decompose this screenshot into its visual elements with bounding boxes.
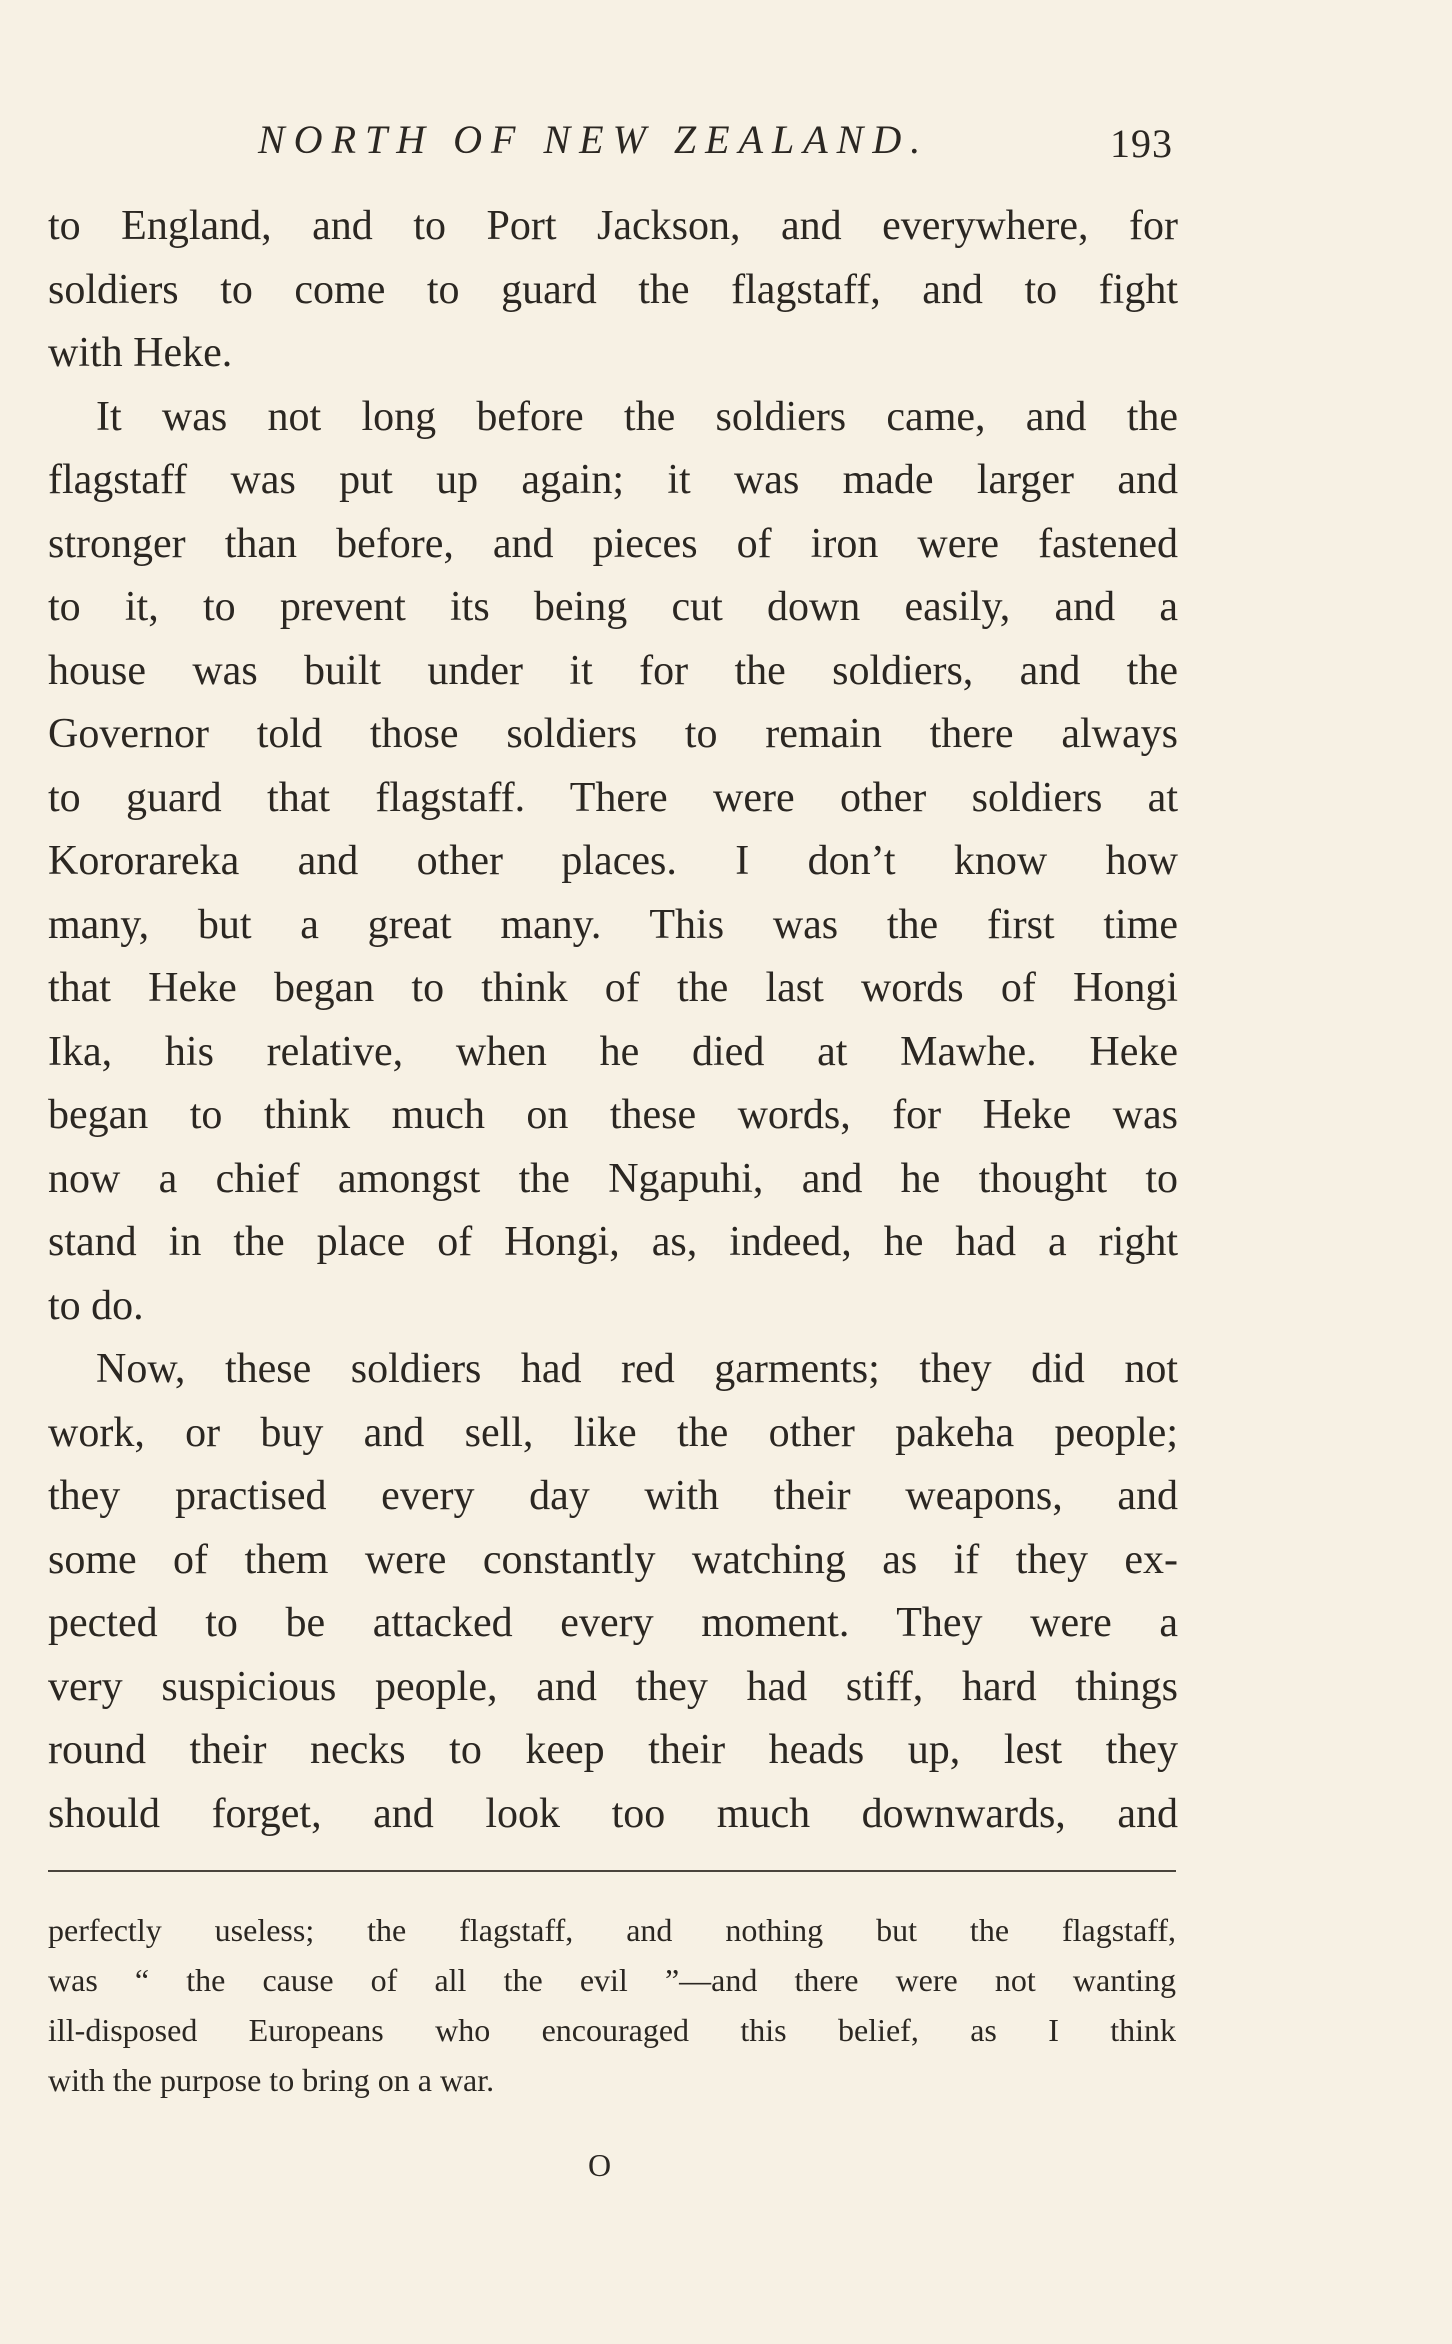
footnote [48, 1905, 1176, 2105]
footnote-line: was “ the cause of all the evil ”—and there were not wanting [48, 1962, 1176, 1998]
text-line: house was built under it for the soldiers, and the [48, 647, 1178, 694]
text-line: Ika, his relative, when he died at Mawhe. Heke [48, 1028, 1178, 1075]
text-line: very suspicious people, and they had stiff, hard things [48, 1663, 1178, 1710]
text-line: to do. [48, 1282, 144, 1329]
text-line: they practised every day with their weapons, and [48, 1473, 1178, 1519]
running-head [48, 110, 1178, 170]
text-line: some of them were constantly watching as if they ex- [48, 1536, 1178, 1583]
text-line: stronger than before, and pieces of iron were fastened [48, 520, 1178, 567]
footnote-rule [48, 1870, 1176, 1872]
signature-mark: O [588, 2147, 612, 2183]
text-line: round their necks to keep their heads up, lest they [48, 1727, 1178, 1773]
text-line: stand in the place of Hongi, as, indeed, he had a right [48, 1219, 1178, 1265]
text-line: to it, to prevent its being cut down easily, and a [48, 584, 1178, 630]
text-line: soldiers to come to guard the flagstaff, and to fight [48, 266, 1178, 313]
text-line: should forget, and look too much downwards, and [48, 1790, 1178, 1837]
text-line: that Heke began to think of the last words of Hongi [48, 965, 1178, 1011]
text-line: Governor told those soldiers to remain there always [48, 711, 1178, 757]
text-line: many, but a great many. This was the first time [48, 901, 1178, 948]
text-line: Kororareka and other places. I don’t know how [48, 838, 1178, 884]
text-line: pected to be attacked every moment. They were a [48, 1600, 1178, 1646]
footnote-line: ill-disposed Europeans who encouraged this belief, as I think [48, 2012, 1176, 2048]
text-line: to guard that flagstaff. There were other soldiers at [48, 774, 1178, 821]
text-line: with Heke. [48, 330, 233, 376]
text-line: to England, and to Port Jackson, and everywhere, for [48, 203, 1178, 249]
text-line: flagstaff was put up again; it was made larger and [48, 457, 1178, 503]
footnote-line: with the purpose to bring on a war. [48, 2062, 495, 2098]
text-line: began to think much on these words, for Heke was [48, 1092, 1178, 1138]
page-number: 193 [1110, 121, 1173, 166]
running-title: NORTH OF NEW ZEALAND. [258, 117, 930, 162]
text-line: Now, these soldiers had red garments; they did not [96, 1346, 1178, 1392]
text-line: now a chief amongst the Ngapuhi, and he thought to [48, 1155, 1178, 1202]
text-line: It was not long before the soldiers came, and the [96, 393, 1178, 440]
body-text [48, 195, 1178, 1846]
text-line: work, or buy and sell, like the other pakeha people; [48, 1409, 1178, 1456]
footnote-line: perfectly useless; the flagstaff, and nothing but the flagstaff, [48, 1912, 1176, 1948]
